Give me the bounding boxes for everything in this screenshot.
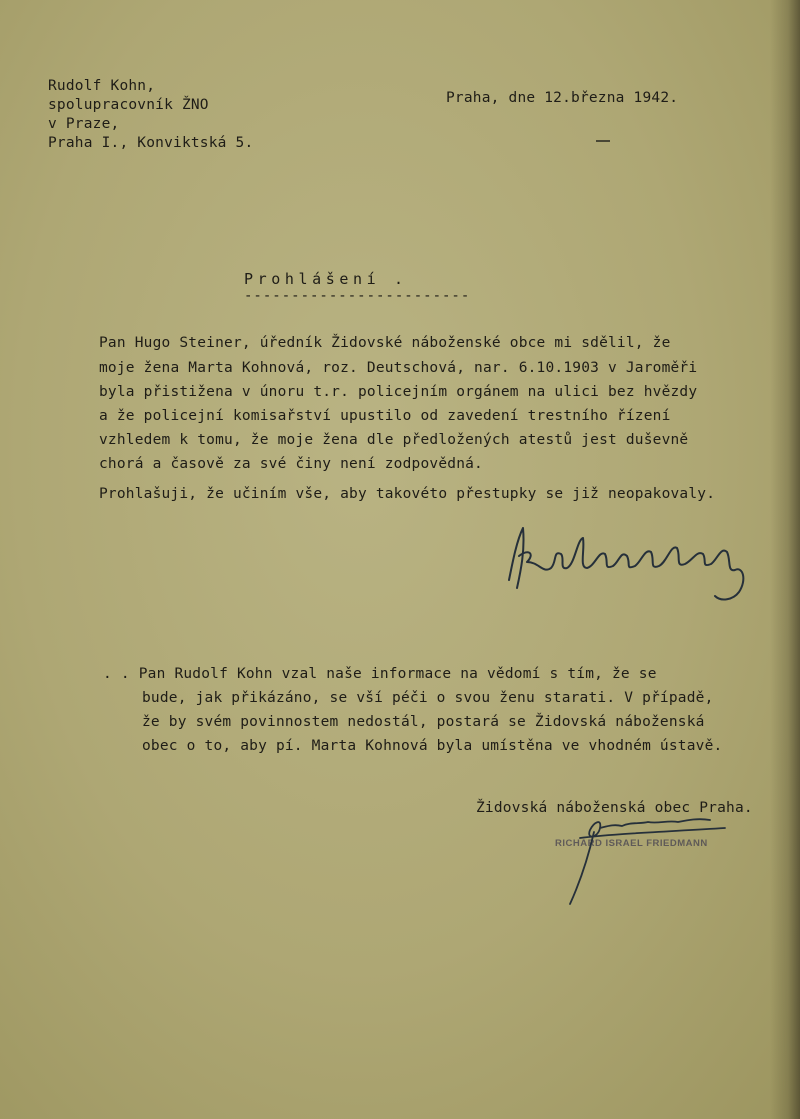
body-line: byla přistižena v únoru t.r. policejním orgánem na ulici bez hvězdy (99, 384, 698, 400)
body-line: moje žena Marta Kohnová, roz. Deutschová, nar. 6.10.1903 v Jaroměři (99, 360, 698, 376)
body-line: chorá a časově za své činy není zodpovědná. (99, 456, 483, 472)
signature-friedmann (550, 800, 740, 910)
paper-edge-shadow (770, 0, 800, 1119)
organization-name: Židovská náboženská obec Praha. (476, 800, 753, 816)
note-line: obec o to, aby pí. Marta Kohnová byla umístěna ve vhodném ústavě. (142, 738, 723, 754)
pen-mark (596, 140, 610, 142)
declaration-text: Prohlašuji, že učiním vše, aby takovéto přestupky se již neopakovaly. (99, 486, 716, 502)
sender-role: spolupracovník ŽNO (48, 97, 209, 113)
sender-name: Rudolf Kohn, (48, 78, 156, 94)
note-line: bude, jak přikázáno, se vší péči o svou ženu starati. V případě, (142, 690, 714, 706)
name-stamp: RICHARD ISRAEL FRIEDMANN (555, 838, 708, 849)
sender-city: v Praze, (48, 116, 120, 132)
document-title: Prohlášení . (244, 270, 408, 288)
note-line: že by svém povinnostem nedostál, postará se Židovská náboženská (142, 714, 705, 730)
signature-kohn (495, 510, 765, 610)
body-line: Pan Hugo Steiner, úředník Židovské náboženské obce mi sdělil, že (99, 335, 671, 351)
body-line: a že policejní komisařství upustilo od zavedení trestního řízení (99, 408, 671, 424)
note-line: . . Pan Rudolf Kohn vzal naše informace na vědomí s tím, že se (103, 666, 657, 682)
sender-address: Praha I., Konviktská 5. (48, 135, 254, 151)
body-line: vzhledem k tomu, že moje žena dle předložených atestů jest duševně (99, 432, 689, 448)
dateline: Praha, dne 12.března 1942. (446, 90, 679, 106)
title-underline: ------------------------ (244, 288, 471, 304)
